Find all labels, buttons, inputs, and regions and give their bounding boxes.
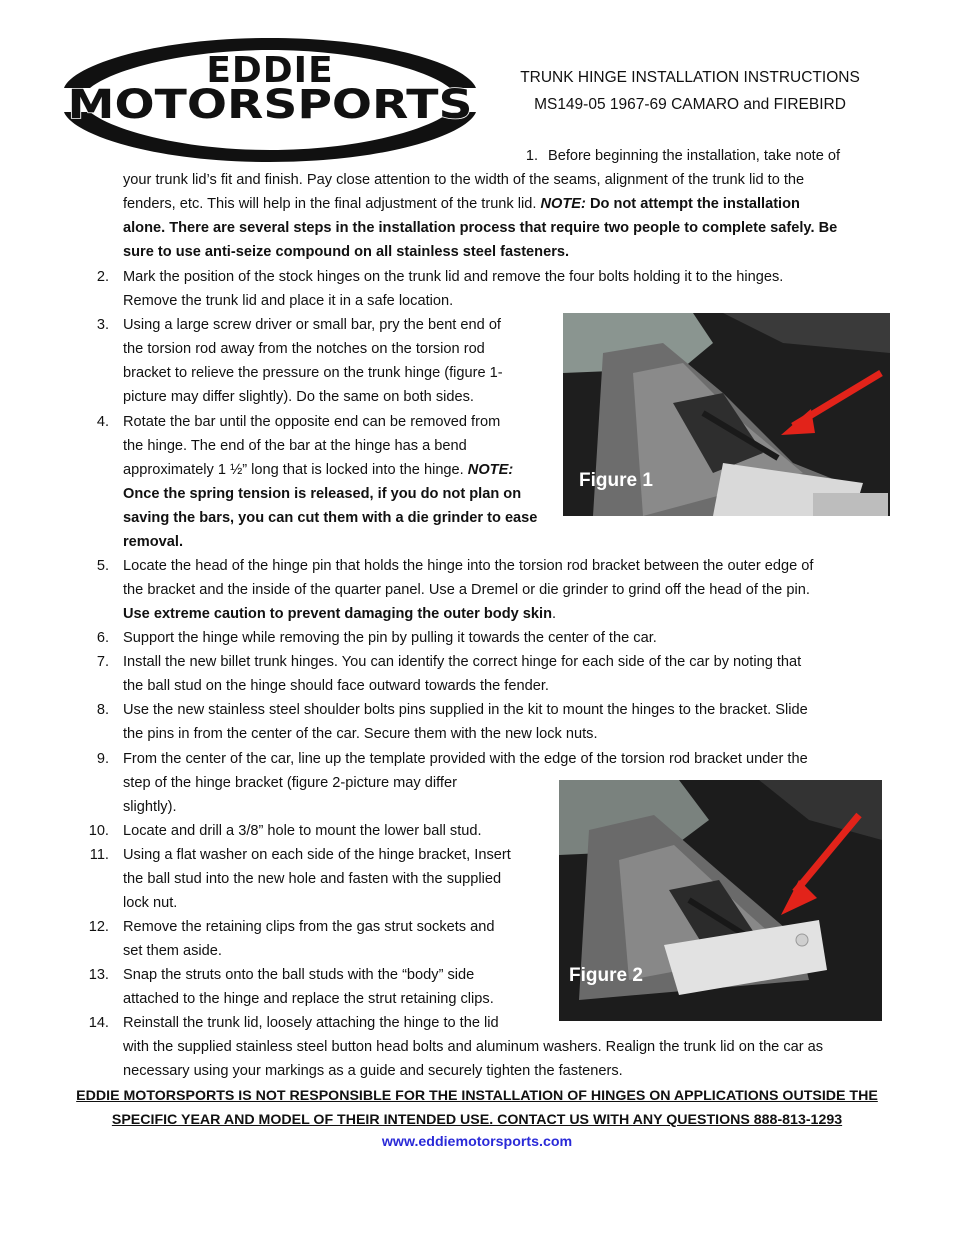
step-5-period: .: [551, 606, 557, 622]
step-1-line-1: Before beginning the installation, take note of: [548, 148, 841, 164]
step-9-line-1: From the center of the car, line up the template provided with the edge of the torsion rod bracket under the: [123, 751, 808, 767]
step-number: 6.: [96, 630, 109, 646]
step-13-line-1: Snap the struts onto the ball studs with the “body” side: [123, 967, 475, 983]
document-subtitle: MS149-05 1967-69 CAMARO and FIREBIRD: [534, 96, 846, 113]
step-number: 12.: [88, 919, 109, 935]
step-number: 3.: [96, 317, 109, 333]
step-3-line-1: Using a large screw driver or small bar, pry the bent end of: [123, 317, 501, 333]
step-number: 14.: [88, 1015, 109, 1031]
step-4-line-3: [123, 458, 513, 482]
step-4-text: approximately 1 ½” long that is locked into the hinge.: [123, 462, 468, 478]
step-5-line-2: the bracket and the inside of the quarter panel. Use a Dremel or die grinder to grind off the head of the pin.: [123, 582, 810, 598]
step-13-line-2: attached to the hinge and replace the strut retaining clips.: [123, 991, 494, 1007]
logo-text-eddie: EDDIE: [206, 50, 334, 91]
step-5-caution: Use extreme caution to prevent damaging the outer body skin: [123, 606, 552, 622]
step-number: 2.: [96, 269, 109, 285]
step-1-line-5: sure to use anti-seize compound on all stainless steel fasteners.: [123, 244, 570, 260]
step-number: 1.: [525, 148, 538, 164]
step-11-line-2: the ball stud into the new hole and fasten with the supplied: [123, 871, 502, 887]
step-9-line-2: step of the hinge bracket (figure 2-picture may differ: [123, 775, 457, 791]
disclaimer-line-2: SPECIFIC YEAR AND MODEL OF THEIR INTENDED USE. CONTACT US WITH ANY QUESTIONS 888-813-1293: [111, 1112, 843, 1128]
step-5-line-1: Locate the head of the hinge pin that holds the hinge into the torsion rod bracket between the outer edge of: [123, 558, 814, 574]
step-3-line-4: picture may differ slightly). Do the same on both sides.: [123, 389, 474, 405]
step-2-line-2: Remove the trunk lid and place it in a safe location.: [123, 293, 454, 309]
step-number: 4.: [96, 414, 109, 430]
step-4-line-5: saving the bars, you can cut them with a die grinder to ease: [123, 510, 538, 526]
step-6-line-1: Support the hinge while removing the pin by pulling it towards the center of the car.: [123, 630, 657, 646]
figure-1-label: Figure 1: [579, 470, 653, 491]
step-1-warning-text: Do not attempt the installation: [585, 196, 800, 212]
step-number: 7.: [96, 654, 109, 670]
step-number: 8.: [96, 702, 109, 718]
step-12-line-2: set them aside.: [123, 943, 222, 959]
step-5-line-3: [123, 602, 556, 626]
step-7-line-1: Install the new billet trunk hinges. You can identify the correct hinge for each side of the car by noting that: [123, 654, 802, 670]
step-7-line-2: the ball stud on the hinge should face outward towards the fender.: [123, 678, 549, 694]
step-1-line-4: alone. There are several steps in the installation process that require two people to complete safely. Be: [123, 220, 838, 236]
step-12-line-1: Remove the retaining clips from the gas strut sockets and: [123, 919, 495, 935]
step-number: 9.: [96, 751, 109, 767]
step-4-line-4: Once the spring tension is released, if you do not plan on: [123, 486, 522, 502]
step-1-note-label: NOTE:: [540, 196, 586, 212]
brand-logo: [58, 36, 483, 164]
step-4-note-label: NOTE:: [467, 462, 514, 478]
step-11-line-1: Using a flat washer on each side of the hinge bracket, Insert: [123, 847, 511, 863]
step-number: 10.: [88, 823, 109, 839]
step-8-line-1: Use the new stainless steel shoulder bolts pins supplied in the kit to mount the hinges to the bracket. Slide: [123, 702, 808, 718]
step-14-line-2: with the supplied stainless steel button head bolts and aluminum washers. Realign the trunk lid on the car as: [123, 1039, 824, 1055]
step-4-line-2: the hinge. The end of the bar at the hinge has a bend: [123, 438, 467, 454]
step-10-line-1: Locate and drill a 3/8” hole to mount the lower ball stud.: [123, 823, 482, 839]
step-3-line-3: bracket to relieve the pressure on the trunk hinge (figure 1-: [123, 365, 503, 381]
logo-text-motorsports: MOTORSPORTS: [67, 82, 473, 128]
step-14-line-1: Reinstall the trunk lid, loosely attaching the hinge to the lid: [123, 1015, 499, 1031]
step-1-text: fenders, etc. This will help in the final adjustment of the trunk lid.: [123, 196, 541, 212]
step-3-line-2: the torsion rod away from the notches on the torsion rod: [123, 341, 485, 357]
step-11-line-3: lock nut.: [123, 895, 178, 911]
step-8-line-2: the pins in from the center of the car. Secure them with the new lock nuts.: [123, 726, 598, 742]
step-4-line-1: Rotate the bar until the opposite end can be removed from: [123, 414, 501, 430]
step-1-line-3: [123, 192, 800, 216]
step-1-line-2: your trunk lid’s fit and finish. Pay close attention to the width of the seams, alignment of the trunk lid to the: [123, 172, 805, 188]
figure-2-photo: [559, 780, 882, 1021]
step-9-line-3: slightly).: [123, 799, 177, 815]
step-number: 5.: [96, 558, 109, 574]
figure-2-label: Figure 2: [569, 965, 643, 986]
website-link[interactable]: www.eddiemotorsports.com: [381, 1134, 573, 1150]
step-14-line-3: necessary using your markings as a guide and securely tighten the fasteners.: [123, 1063, 623, 1079]
figure-1-photo: [563, 313, 890, 516]
logo-graphic: [58, 36, 483, 164]
step-number: 11.: [89, 847, 109, 863]
disclaimer-line-1: EDDIE MOTORSPORTS IS NOT RESPONSIBLE FOR THE INSTALLATION OF HINGES ON APPLICATIONS OUTSIDE THE: [76, 1088, 878, 1104]
step-number: 13.: [88, 967, 109, 983]
step-2-line-1: Mark the position of the stock hinges on the trunk lid and remove the four bolts holding it to the hinges.: [123, 269, 784, 285]
step-4-line-6: removal.: [123, 534, 184, 550]
document-title: TRUNK HINGE INSTALLATION INSTRUCTIONS: [520, 69, 860, 86]
